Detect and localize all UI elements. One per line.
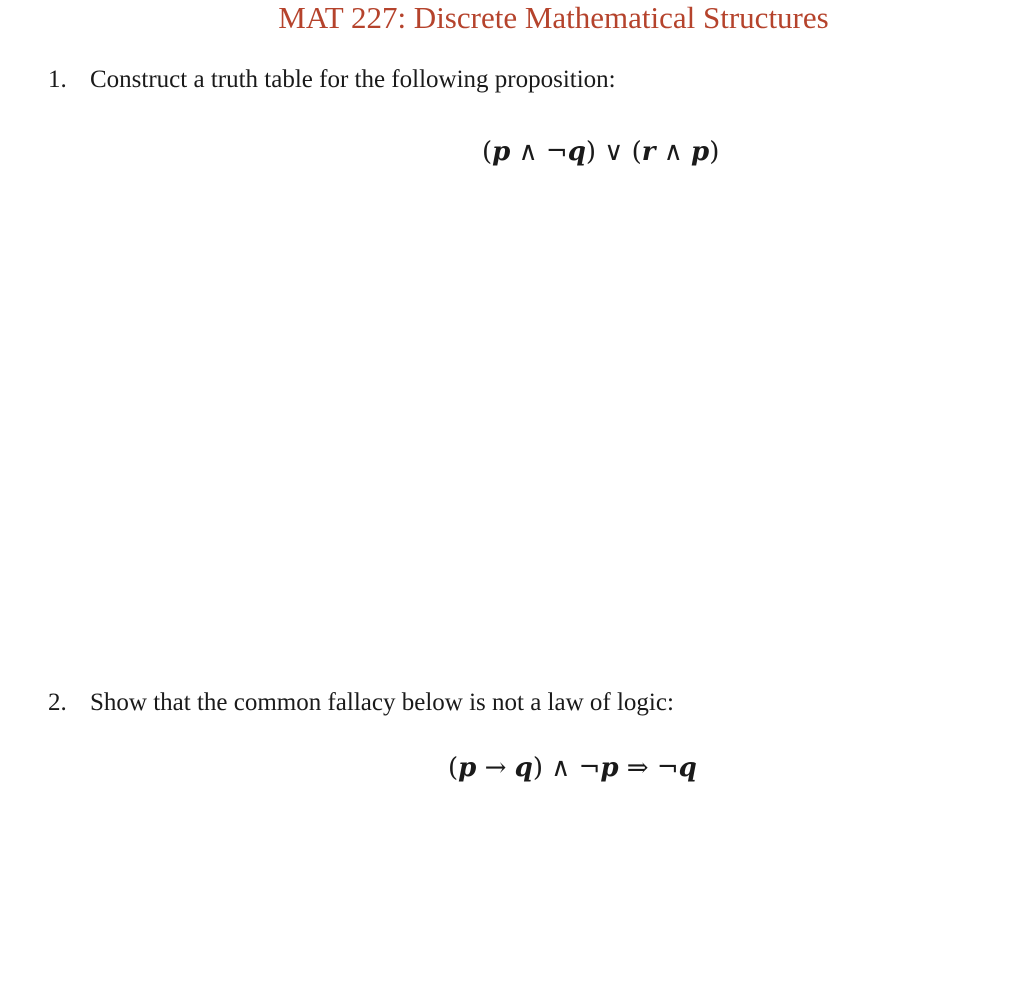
- formula-part: ∧ ¬: [510, 137, 568, 167]
- formula-part: ) ∨ (: [585, 137, 642, 167]
- problem-1: [48, 65, 616, 95]
- formula-1: [482, 136, 719, 168]
- formula-part: ⇒ ¬: [618, 753, 679, 783]
- problem-number: 2.: [48, 689, 67, 716]
- formula-variable: q: [567, 137, 586, 167]
- page-title: MAT 227: Discrete Mathematical Structures: [278, 0, 829, 35]
- problem-text: Construct a truth table for the following proposition:: [90, 66, 616, 93]
- formula-part: ) ∧ ¬: [532, 753, 601, 783]
- formula-variable: q: [514, 753, 533, 783]
- formula-variable: q: [678, 753, 697, 783]
- formula-variable: p: [492, 137, 511, 167]
- formula-variable: r: [641, 137, 656, 167]
- formula-part: ∧: [655, 137, 692, 167]
- formula-part: (: [448, 753, 459, 783]
- formula-2: [448, 752, 697, 784]
- formula-part: ): [709, 137, 720, 167]
- problem-number: 1.: [48, 66, 67, 93]
- formula-variable: p: [600, 753, 619, 783]
- formula-part: →: [476, 753, 515, 783]
- problem-text: Show that the common fallacy below is not a law of logic:: [90, 689, 674, 716]
- problem-2: [48, 688, 674, 718]
- formula-variable: p: [691, 137, 710, 167]
- formula-variable: p: [458, 753, 477, 783]
- formula-part: (: [482, 137, 493, 167]
